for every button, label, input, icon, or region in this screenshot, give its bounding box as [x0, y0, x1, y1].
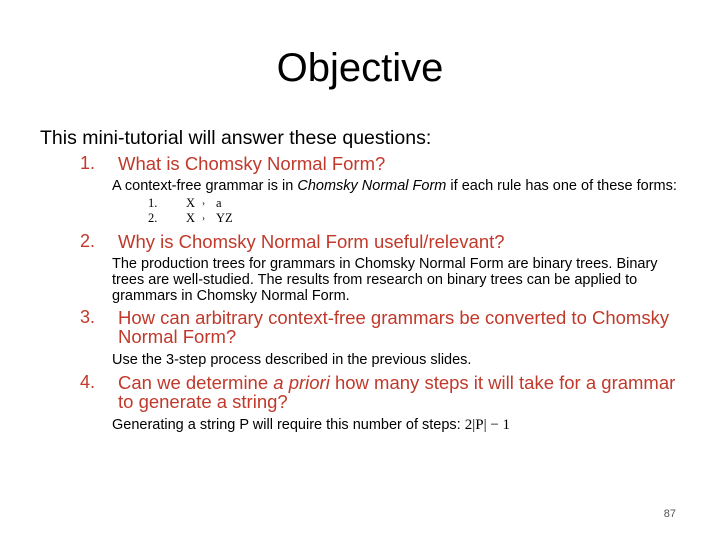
question-text: Why is Chomsky Normal Form useful/relevant?	[118, 231, 505, 252]
rule-item	[148, 196, 690, 211]
answer-text	[112, 178, 690, 194]
question-number: 1.	[80, 153, 96, 173]
question-2	[40, 230, 690, 304]
question-text: How can arbitrary context-free grammars be converted to Chomsky Normal Form?	[118, 307, 670, 347]
rule-rhs: a	[216, 196, 222, 210]
answer-text	[112, 417, 690, 433]
question-text: What is Chomsky Normal Form?	[118, 153, 386, 174]
question-1	[40, 152, 690, 226]
slide-title: Objective	[276, 46, 444, 90]
question-number: 3.	[80, 307, 96, 327]
rule-rhs: YZ	[216, 211, 233, 225]
page-number: 87	[663, 508, 676, 520]
arrow-icon: ›	[202, 213, 205, 223]
rule-number: 2.	[148, 211, 158, 225]
rule-lhs: X	[186, 211, 196, 225]
answer-text-part: if each rule has one of these forms:	[446, 178, 677, 194]
question-text-part: how many steps it will take for a grammar to generate a string?	[118, 372, 676, 412]
answer-emphasis: Chomsky Normal Form	[297, 178, 447, 194]
steps-formula: 2|P| − 1	[464, 417, 511, 433]
question-number: 2.	[80, 231, 96, 251]
rule-list	[148, 196, 690, 226]
slide-content	[40, 126, 690, 433]
rule-item	[148, 211, 690, 226]
arrow-icon: ›	[202, 198, 205, 208]
answer-text: Use the 3-step process described in the previous slides.	[112, 352, 472, 368]
question-number: 4.	[80, 372, 96, 392]
question-3	[40, 306, 690, 368]
question-4	[40, 371, 690, 433]
answer-text: The production trees for grammars in Chomsky Normal Form are binary trees. Binary trees are well-studied. The results from research on binary trees can be applied to grammars in Chomsky Normal Form.	[112, 256, 658, 304]
rule-number: 1.	[148, 196, 158, 210]
rule-lhs: X	[186, 196, 196, 210]
question-emphasis: a priori	[273, 372, 330, 393]
answer-text-part: Generating a string P will require this number of steps:	[112, 417, 465, 433]
question-text-part: Can we determine	[118, 372, 274, 393]
question-text	[118, 371, 690, 411]
answer-text-part: A context-free grammar is in	[112, 178, 298, 194]
intro-text: This mini-tutorial will answer these questions:	[40, 127, 432, 149]
